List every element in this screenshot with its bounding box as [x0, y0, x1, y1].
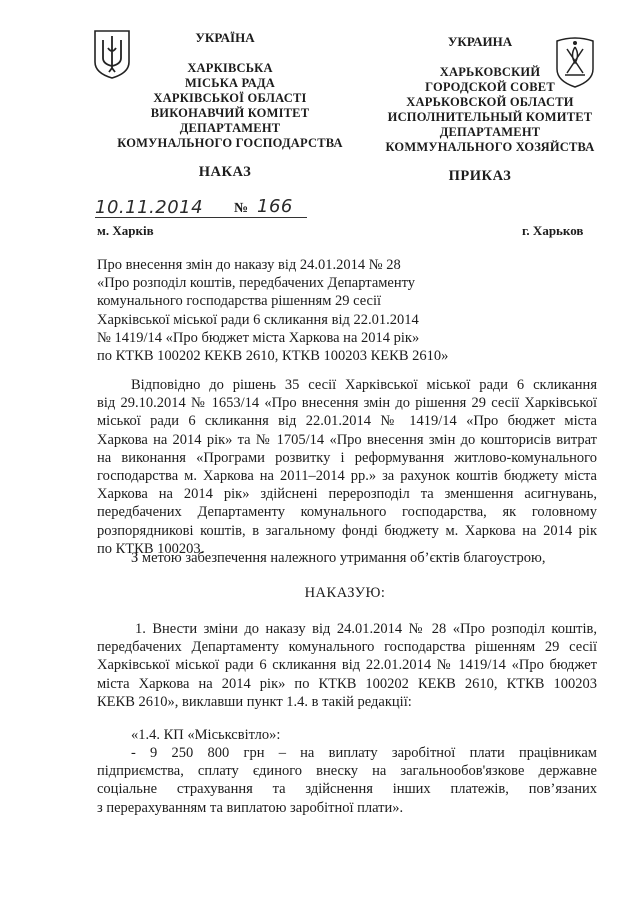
- subject-line: «Про розподіл коштів, передбачених Департаменту: [97, 275, 416, 292]
- right-header-line: ГОРОДСКОЙ СОВЕТ: [425, 80, 555, 94]
- left-header-line: ХАРКІВСЬКА: [187, 61, 273, 75]
- subject-line: Харківської міської ради 6 скликання від 22.01.2014: [97, 311, 419, 328]
- quote-line: підприємства, сплату єдиного внеску на загальнообов'язкове державне: [97, 763, 597, 780]
- quote-line: соціальне страхування та здійснення інших платежів, пов’язаних: [97, 781, 597, 798]
- quote-title: «1.4. КП «Міськсвітло»:: [131, 727, 281, 743]
- preamble-line: на виконання «Програми розвитку і реформування житлово-комунального: [97, 449, 597, 466]
- right-header-line: ХАРЬКОВСКИЙ: [439, 65, 541, 79]
- left-header-block: [100, 61, 360, 151]
- left-header-line: ВИКОНАВЧИЙ КОМІТЕТ: [150, 106, 310, 120]
- purpose-line: З метою забезпечення належного утримання об’єктів благоустрою,: [131, 550, 546, 566]
- city-left: м. Харків: [97, 223, 154, 238]
- handwritten-date: 10.11.2014: [95, 197, 204, 218]
- preamble-line: по КТКВ 100203.: [97, 540, 205, 557]
- left-header-line: ХАРКІВСЬКОЇ ОБЛАСТІ: [153, 91, 307, 105]
- subject-line: комунального господарства рішенням 29 сесії: [97, 293, 382, 310]
- preamble-line: господарства м. Харкова на 2011–2014 рр.» за рахунок коштів бюджету міста: [97, 468, 597, 485]
- preamble-line: передбачених Департаменту комунального господарства, як головному: [97, 504, 597, 521]
- preamble-line: Відповідно до рішень 35 сесії Харківської міської ради 6 скликання: [131, 377, 597, 393]
- right-header-line: КОММУНАЛЬНОГО ХОЗЯЙСТВА: [385, 140, 595, 154]
- quote-line: - 9 250 800 грн – на виплату заробітної плати працівникам: [131, 745, 597, 761]
- left-country: УКРАЇНА: [195, 30, 255, 45]
- subject-block: [97, 256, 477, 365]
- point-1-line: 1. Внести зміни до наказу від 24.01.2014 № 28 «Про розподіл коштів,: [135, 621, 597, 637]
- left-header-line: МІСЬКА РАДА: [184, 76, 276, 90]
- right-header-line: ДЕПАРТАМЕНТ: [439, 125, 541, 139]
- quote-body: [97, 744, 597, 817]
- city-right: г. Харьков: [522, 223, 584, 238]
- preamble-line: Харкова на 2014 рік» здійснені перерозподіл та зменшення асигнувань,: [97, 486, 597, 503]
- point-1-line: міста Харкова на 2014 рік» по КТКВ 100202 КЕКВ 2610, КТКВ 100203: [97, 675, 597, 692]
- left-header-line: ДЕПАРТАМЕНТ: [179, 121, 281, 135]
- right-header-line: ХАРЬКОВСКОЙ ОБЛАСТИ: [406, 95, 574, 109]
- preamble-paragraph: [97, 376, 597, 558]
- subject-line: Про внесення змін до наказу від 24.01.2014 № 28: [97, 257, 401, 273]
- preamble-line: міської ради 6 скликання від 22.01.2014 № 1419/14 «Про бюджет міста: [97, 413, 597, 430]
- subject-line: № 1419/14 «Про бюджет міста Харкова на 2014 рік»: [97, 329, 420, 346]
- preamble-line: розпорядникові коштів, в загальному фонді бюджету м. Харкова на 2014 рік: [97, 522, 597, 539]
- right-header-block: [360, 65, 620, 155]
- order-word: НАКАЗУЮ:: [304, 585, 386, 601]
- handwritten-number: 166: [257, 196, 293, 217]
- subject-line: по КТКВ 100202 КЕКВ 2610, КТКВ 100203 КЕКВ 2610»: [97, 348, 449, 365]
- preamble-line: Харкова на 2014 рік» та № 1705/14 «Про внесення змін до кошторисів витрат: [97, 431, 597, 448]
- right-header-line: ИСПОЛНИТЕЛЬНЫЙ КОМИТЕТ: [387, 110, 593, 124]
- right-doc-type: ПРИКАЗ: [448, 168, 512, 184]
- preamble-line: від 29.10.2014 № 1653/14 «Про внесення змін до рішення 29 сесії Харківської: [97, 395, 597, 412]
- number-label: №: [234, 201, 249, 216]
- point-1-line: Харківської міської ради 6 скликання від 22.01.2014 № 1419/14 «Про бюджет: [97, 657, 597, 674]
- right-country: УКРАИНА: [447, 34, 513, 49]
- left-header-line: КОМУНАЛЬНОГО ГОСПОДАРСТВА: [117, 136, 343, 150]
- point-1-paragraph: [97, 620, 597, 711]
- quote-line: з перерахуванням та виплатою заробітної плати».: [97, 799, 404, 816]
- left-doc-type: НАКАЗ: [198, 164, 252, 180]
- point-1-line: передбачених Департаменту комунального господарства рішенням 29 сесії: [97, 639, 597, 656]
- point-1-line: КЕКВ 2610», виклавши пункт 1.4. в такій редакції:: [97, 693, 412, 710]
